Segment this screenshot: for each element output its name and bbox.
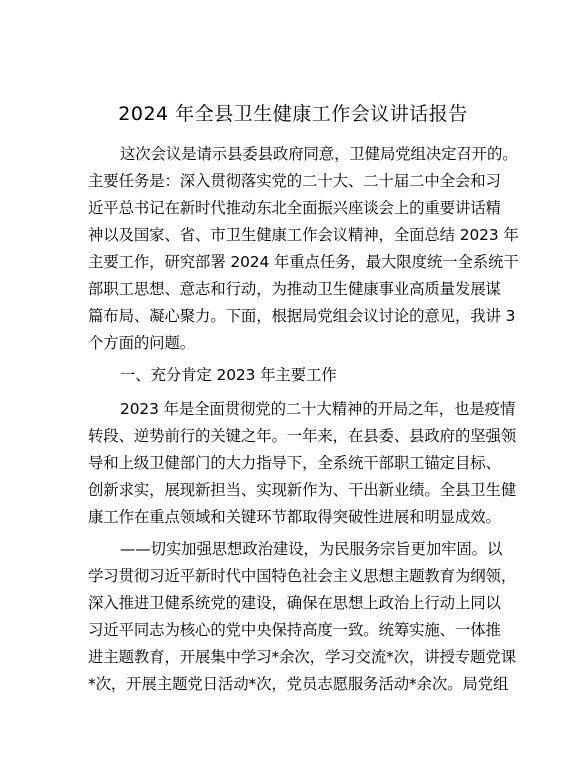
paragraph-line: 部职工思想、意志和行动，为推动卫生健康事业高质量发展谋: [88, 280, 501, 298]
paragraph-line: 这次会议是请示县委县政府同意，卫健局党组决定召开的。: [120, 145, 518, 163]
paragraph-line: 神以及国家、省、市卫生健康工作会议精神，全面总结 2023 年: [88, 226, 519, 244]
paragraph-line: 康工作在重点领域和关键环节都取得突破性进展和明显成效。: [88, 508, 501, 526]
paragraph-line: 习近平同志为核心的党中央保持高度一致。统筹实施、一体推: [88, 621, 501, 639]
paragraph-line: ——切实加强思想政治建设，为民服务宗旨更加牢固。以: [120, 540, 503, 558]
paragraph-line: 主要工作，研究部署 2024 年重点任务，最大限度统一全系统干: [88, 253, 519, 271]
paragraph-line: 近平总书记在新时代推动东北全面振兴座谈会上的重要讲话精: [88, 199, 501, 217]
paragraph-line: 创新求实，展现新担当、实现新作为、干出新业绩。全县卫生健: [88, 481, 517, 499]
paragraph-line: 主要任务是：深入贯彻落实党的二十大、二十届二中全会和习: [88, 172, 501, 190]
document-title: 2024 年全县卫生健康工作会议讲话报告: [118, 103, 468, 125]
paragraph-line: 进主题教育，开展集中学习*余次，学习交流*次，讲授专题党课: [88, 648, 517, 666]
paragraph-line: 个方面的问题。: [88, 334, 196, 352]
paragraph-line: 学习贯彻习近平新时代中国特色社会主义思想主题教育为纲领，: [88, 567, 517, 585]
paragraph-line: 2023 年是全面贯彻党的二十大精神的开局之年，也是疫情: [120, 400, 516, 418]
paragraph-line: 深入推进卫健系统党的建设，确保在思想上政治上行动上同以: [88, 594, 501, 612]
paragraph-line: *次，开展主题党日活动*次，党员志愿服务活动*余次。局党组: [88, 675, 509, 693]
paragraph-line: 篇布局、凝心聚力。下面，根据局党组会议讨论的意见，我讲 3: [88, 307, 516, 325]
section-heading: 一、充分肯定 2023 年主要工作: [120, 366, 337, 384]
paragraph-line: 导和上级卫健部门的大力指导下，全系统干部职工锚定目标、: [88, 454, 501, 472]
paragraph-line: 转段、逆势前行的关键之年。一年来，在县委、县政府的坚强领: [88, 427, 517, 445]
